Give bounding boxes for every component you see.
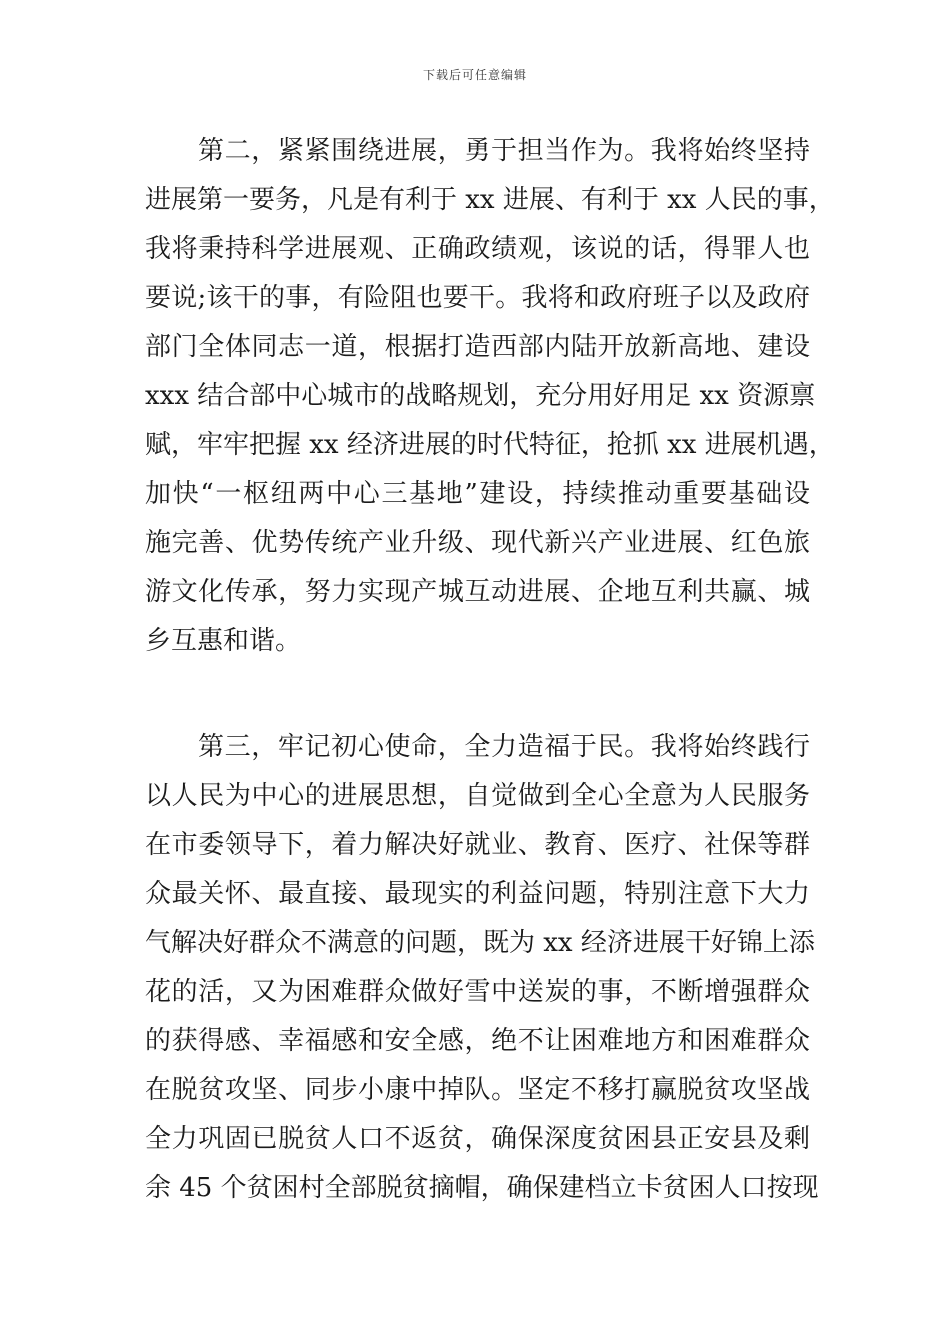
- paragraph-line: 第三，牢记初心使命，全力造福于民。我将始终践行: [198, 732, 810, 762]
- paragraph-line: 在脱贫攻坚、同步小康中掉队。坚定不移打赢脱贫攻坚战: [145, 1075, 810, 1105]
- paragraph-line: 赋，牢牢把握 xx 经济进展的时代特征，抢抓 xx 进展机遇，: [145, 430, 835, 460]
- paragraph-line: 全力巩固已脱贫人口不返贫，确保深度贫困县正安县及剩: [145, 1124, 810, 1154]
- paragraph-line: 在市委领导下，着力解决好就业、教育、医疗、社保等群: [145, 830, 810, 860]
- paragraph-line: 气解决好群众不满意的问题，既为 xx 经济进展干好锦上添: [145, 928, 815, 958]
- paragraph-line: 第二，紧紧围绕进展，勇于担当作为。我将始终坚持: [198, 136, 810, 166]
- paragraph-line: 我将秉持科学进展观、正确政绩观，该说的话，得罪人也: [145, 234, 810, 264]
- paragraph-line: 进展第一要务，凡是有利于 xx 进展、有利于 xx 人民的事，: [145, 185, 835, 215]
- paragraph-line: 以人民为中心的进展思想，自觉做到全心全意为人民服务: [145, 781, 810, 811]
- paragraph-line: 部门全体同志一道，根据打造西部内陆开放新高地、建设: [145, 332, 810, 362]
- paragraph-second: [145, 127, 835, 666]
- paragraph-line: 要说;该干的事，有险阻也要干。我将和政府班子以及政府: [145, 283, 810, 313]
- paragraph-line: 乡互惠和谐。: [145, 626, 302, 656]
- paragraph-line: 余 45 个贫困村全部脱贫摘帽，确保建档立卡贫困人口按现: [145, 1173, 819, 1203]
- paragraph-line: 的获得感、幸福感和安全感，绝不让困难地方和困难群众: [145, 1026, 810, 1056]
- paragraph-line: 花的活，又为困难群众做好雪中送炭的事，不断增强群众: [145, 977, 810, 1007]
- paragraph-line: xxx 结合部中心城市的战略规划，充分用好用足 xx 资源禀: [145, 381, 816, 411]
- paragraph-line: 众最关怀、最直接、最现实的利益问题，特别注意下大力: [145, 879, 810, 909]
- header-note: 下载后可任意编辑: [422, 68, 527, 82]
- paragraph-third: [145, 723, 819, 1213]
- paragraph-line: 游文化传承，努力实现产城互动进展、企地互利共赢、城: [145, 577, 810, 607]
- paragraph-line: 加快“一枢纽两中心三基地”建设，持续推动重要基础设: [145, 479, 810, 509]
- paragraph-line: 施完善、优势传统产业升级、现代新兴产业进展、红色旅: [145, 528, 810, 558]
